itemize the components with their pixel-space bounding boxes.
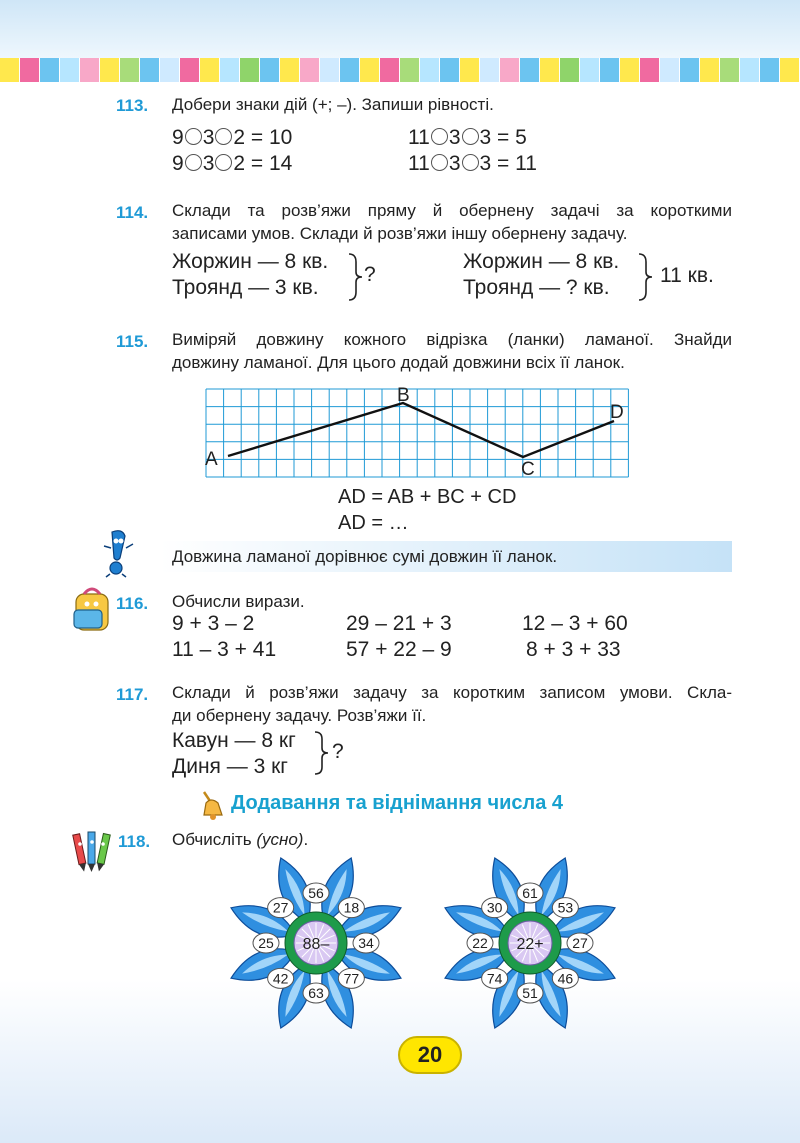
question-mark: ? [332,740,344,763]
task-115-number: 115. [116,332,149,351]
number-label: 22 [472,935,488,951]
stripe-cell [660,58,680,82]
color-stripe [0,58,800,82]
section-title: Додавання та віднімання числа 4 [231,792,564,814]
number-label: 61 [522,885,538,901]
question-mark: ? [364,263,376,286]
stripe-cell [320,58,340,82]
stripe-cell [20,58,40,82]
blank-circle[interactable] [431,154,448,171]
stripe-cell [80,58,100,82]
blank-circle[interactable] [185,154,202,171]
stripe-cell [500,58,520,82]
stripe-cell [40,58,60,82]
blank-circle[interactable] [215,154,232,171]
blank-circle[interactable] [431,128,448,145]
number-label: 34 [358,935,374,951]
stripe-cell [180,58,200,82]
task-117-line2: ди обернену задачу. Розв’яжи її. [172,706,427,725]
flower-center-label: 22+ [516,936,544,953]
expression: 29 – 21 + 3 [346,612,452,635]
task-118-number: 118. [118,832,151,851]
short-note-2: Диня — 3 кг [172,755,288,778]
result: = 5 [497,126,527,149]
stripe-cell [220,58,240,82]
operand: 2 [233,152,246,175]
short-note-left-1: Жоржин — 8 кв. [172,250,329,273]
stripe-cell [760,58,780,82]
equation-113-1 [172,126,292,150]
stripe-cell [360,58,380,82]
number-label: 77 [343,970,360,987]
stripe-cell [720,58,740,82]
operand: 9 [172,126,184,149]
task-117-line1: Склади й розв’яжи задачу за коротким записом умови. Скла- [172,683,732,702]
number-label: 56 [308,885,324,901]
stripe-cell [680,58,700,82]
number-label: 42 [272,970,289,987]
formula-1: AD = AB + BC + CD [338,486,517,508]
result: = 11 [497,152,537,175]
task-116-number: 116. [116,594,149,613]
operand: 3 [479,126,492,149]
flower-center-label: 88– [302,936,330,953]
stripe-cell [640,58,660,82]
point-label-a: A [205,449,218,470]
stripe-cell [520,58,540,82]
instruction-note: (усно) [256,830,304,849]
stripe-cell [140,58,160,82]
formula-2: AD = … [338,512,409,534]
stripe-cell [100,58,120,82]
number-label: 25 [258,935,274,951]
equation-113-2 [408,126,527,150]
stripe-cell [0,58,20,82]
brace-icon [346,252,366,302]
stripe-cell [600,58,620,82]
stripe-cell [700,58,720,82]
equation-113-3 [172,152,292,176]
punctuation: . [303,830,309,849]
number-label: 30 [486,899,503,916]
total-value: 11 кв. [660,264,714,287]
task-116-text: Обчисли вирази. [172,592,305,611]
short-note-right-2: Троянд — ? кв. [463,276,610,299]
task-114-number: 114. [116,203,149,222]
stripe-cell [560,58,580,82]
result: = 14 [250,152,293,175]
stripe-cell [160,58,180,82]
number-label: 51 [522,985,538,1001]
number-label: 18 [343,899,360,916]
number-label: 27 [272,899,289,916]
stripe-cell [420,58,440,82]
brace-icon [636,252,656,302]
stripe-cell [200,58,220,82]
exclamation-mascot-icon [98,528,136,578]
broken-line [228,403,614,457]
task-117-number: 117. [116,685,149,704]
point-label-c: C [521,459,535,480]
short-note-right-1: Жоржин — 8 кв. [463,250,620,273]
page-number: 20 [398,1036,462,1074]
task-115-line2: довжину ламаної. Для цього додай довжини всіх її ланок. [172,353,625,372]
blank-circle[interactable] [462,128,479,145]
expression: 11 – 3 + 41 [172,638,277,661]
expression: 57 + 22 – 9 [346,638,452,661]
equation-113-4 [408,152,537,176]
grid-figure [200,385,640,490]
expression: 8 + 3 + 33 [526,638,621,661]
operand: 3 [202,152,215,175]
stripe-cell [400,58,420,82]
stripe-cell [740,58,760,82]
stripe-cell [240,58,260,82]
stripe-cell [260,58,280,82]
flower-1 [226,853,406,1033]
operand: 3 [202,126,215,149]
stripe-cell [120,58,140,82]
operand: 3 [448,126,461,149]
stripe-cell [300,58,320,82]
pencils-icon [68,828,116,874]
task-118-text [172,828,308,852]
task-114-line2: записами умов. Склади й розв’яжи іншу обернену задачу. [172,224,628,243]
stripe-cell [540,58,560,82]
top-band [0,0,800,58]
brace-icon [312,730,332,776]
operand: 3 [448,152,461,175]
task-115-line1: Виміряй довжину кожного відрізка (ланки) ламаної. Знайди [172,330,732,349]
instruction: Обчисліть [172,830,252,849]
number-label: 27 [572,935,588,951]
stripe-cell [480,58,500,82]
number-label: 53 [557,899,574,916]
expression: 12 – 3 + 60 [522,612,628,635]
backpack-icon [68,584,118,634]
operand: 3 [479,152,492,175]
blank-circle[interactable] [215,128,232,145]
operand: 9 [172,152,184,175]
task-114-line1: Склади та розв’яжи пряму й обернену задачі за короткими [172,201,732,220]
stripe-cell [580,58,600,82]
number-label: 74 [486,970,503,987]
flowers [225,850,625,1040]
blank-circle[interactable] [462,154,479,171]
task-113-number: 113. [116,96,149,115]
number-label: 63 [308,985,324,1001]
stripe-cell [60,58,80,82]
stripe-cell [280,58,300,82]
operand: 11 [408,126,430,149]
stripe-cell [440,58,460,82]
number-label: 46 [557,970,574,987]
stripe-cell [620,58,640,82]
stripe-cell [340,58,360,82]
expression: 9 + 3 – 2 [172,612,255,635]
stripe-cell [460,58,480,82]
result: = 10 [250,126,293,149]
flower-2 [440,853,620,1033]
task-113-text: Добери знаки дій (+; –). Запиши рівності. [172,95,494,114]
stripe-cell [780,58,800,82]
stripe-cell [380,58,400,82]
operand: 2 [233,126,246,149]
bell-icon [196,789,226,823]
point-label-d: D [610,402,624,423]
short-note-left-2: Троянд — 3 кв. [172,276,319,299]
operand: 11 [408,152,430,175]
blank-circle[interactable] [185,128,202,145]
short-note-1: Кавун — 8 кг [172,729,296,752]
rule-bar: Довжина ламаної дорівнює сумі довжин її ланок. [160,541,732,572]
point-label-b: B [397,385,410,406]
